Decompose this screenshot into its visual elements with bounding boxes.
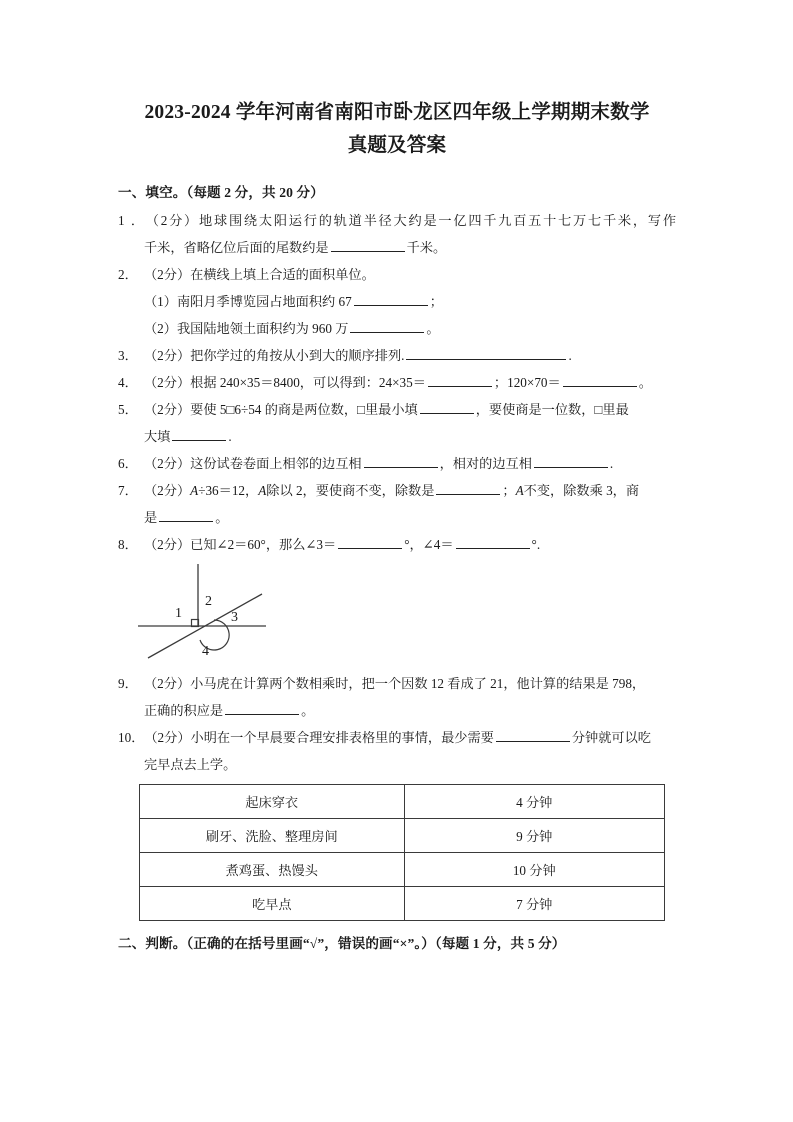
question-8-blank-2[interactable] (456, 535, 530, 549)
table-cell-time: 7 分钟 (404, 887, 665, 921)
angle-label-4: 4 (202, 644, 209, 659)
question-2-number: 2． (118, 267, 138, 282)
angle-label-2: 2 (205, 594, 212, 609)
question-7-variable-2: A (258, 483, 267, 498)
question-5 (118, 396, 676, 450)
angles-diagram (136, 560, 676, 666)
section-heading-fill-in: 一、填空。（每题 2 分，共 20 分） (118, 185, 324, 200)
question-4-tail: 。 (638, 375, 652, 390)
table-cell-task: 刷牙、洗脸、整理房间 (140, 819, 405, 853)
question-2-sub1-tail: ； (429, 294, 443, 309)
table-row (140, 785, 665, 819)
schedule-table-wrapper (139, 784, 676, 921)
question-6-score: （2分） (144, 456, 191, 471)
question-8 (118, 531, 676, 558)
angle-label-3: 3 (231, 610, 238, 625)
question-2-blank-2[interactable] (350, 319, 424, 333)
question-8-blank-1[interactable] (338, 535, 402, 549)
question-1 (118, 207, 676, 261)
question-9 (118, 670, 676, 724)
question-2-stem: 在横线上填上合适的面积单位。 (190, 267, 375, 282)
question-5-blank-1[interactable] (420, 400, 474, 414)
question-5-text-a: 要使 5□6÷54 的商是两位数，□里最小填 (190, 402, 418, 417)
question-6-tail: . (609, 456, 614, 471)
table-cell-task: 吃早点 (140, 887, 405, 921)
question-5-text-b: ，要使商是一位数，□里最 (475, 402, 629, 417)
question-4-text-a: 根据 240×35＝8400，可以得到：24×35＝ (190, 375, 426, 390)
table-cell-task: 煮鸡蛋、热馒头 (140, 853, 405, 887)
question-9-tail: 。 (301, 703, 315, 718)
table-cell-time: 4 分钟 (404, 785, 665, 819)
question-5-text-line2: 大填 (144, 429, 171, 444)
table-cell-time: 10 分钟 (404, 853, 665, 887)
table-cell-time: 9 分钟 (404, 819, 665, 853)
question-7-variable-1: A (190, 483, 199, 498)
question-10-blank-1[interactable] (496, 728, 570, 742)
question-5-blank-2[interactable] (172, 427, 226, 441)
question-6 (118, 450, 676, 477)
page-title-line-1: 2023-2024 学年河南省南阳市卧龙区四年级上学期期末数学 (144, 102, 650, 123)
question-7-text-a: ÷36＝12， (198, 483, 259, 498)
question-3-tail: . (568, 348, 572, 363)
question-10-number: 10． (118, 730, 145, 745)
question-2-sub2-tail: 。 (426, 321, 440, 336)
question-4-blank-2[interactable] (563, 373, 637, 387)
question-5-score: （2分） (144, 402, 191, 417)
question-8-score: （2分） (144, 537, 191, 552)
question-8-tail: . (536, 537, 541, 552)
question-10-score: （2分） (144, 730, 191, 745)
question-6-number: 6． (118, 456, 138, 471)
question-7-score: （2分） (144, 483, 191, 498)
question-6-text-a: 这份试卷卷面上相邻的边互相 (190, 456, 362, 471)
question-2-sub2-label: （2） (144, 321, 177, 336)
page-title-line-2: 真题及答案 (347, 135, 447, 156)
question-9-number: 9． (118, 676, 138, 691)
question-8-number: 8． (118, 537, 138, 552)
question-8-degree-1: ° (404, 537, 410, 552)
question-2-score: （2分） (144, 267, 191, 282)
question-8-text-a: 已知∠2＝60°，那么∠3＝ (190, 537, 337, 552)
angles-diagram-svg (136, 560, 276, 664)
question-3-score: （2分） (144, 348, 191, 363)
document-page (118, 0, 676, 958)
question-7-number: 7． (118, 483, 138, 498)
question-5-number: 5． (118, 402, 138, 417)
question-1-text-line2: 千米，省略亿位后面的尾数约是 (144, 240, 329, 255)
question-1-tail: 千米。 (406, 240, 447, 255)
question-7-text-b: 不变，除数乘 3，商 (523, 483, 640, 498)
question-7-sep: ； (502, 483, 516, 498)
schedule-table (139, 784, 665, 921)
question-8-degree-2: ° (531, 537, 537, 552)
question-3 (118, 342, 676, 369)
question-7-variable-3: A (515, 483, 524, 498)
page-title (118, 96, 676, 162)
table-row (140, 887, 665, 921)
question-10-text-b: 分钟就可以吃 (571, 730, 651, 745)
question-3-blank-1[interactable] (406, 346, 566, 360)
question-2-sub2-text: 我国陆地领土面积约为 960 万 (176, 321, 349, 336)
question-10-text-a: 小明在一个早晨要合理安排表格里的事情，最少需要 (190, 730, 494, 745)
question-7 (118, 477, 676, 531)
question-4-number: 4． (118, 375, 138, 390)
question-4 (118, 369, 676, 396)
section-heading-true-false: 二、判断。（正确的在括号里画“√”，错误的画“×”。）（每题 1 分，共 5 分） (118, 936, 566, 951)
question-6-blank-2[interactable] (534, 454, 608, 468)
question-3-stem: 把你学过的角按从小到大的顺序排列. (190, 348, 405, 363)
angle-label-1: 1 (175, 606, 182, 621)
question-10-text-line2: 完早点去上学。 (144, 757, 237, 772)
question-7-text-a2: 除以 2，要使商不变，除数是 (266, 483, 435, 498)
question-4-score: （2分） (144, 375, 191, 390)
question-2-blank-1[interactable] (354, 292, 428, 306)
question-7-blank-1[interactable] (436, 481, 500, 495)
question-6-text-b: ，相对的边互相 (439, 456, 532, 471)
question-7-tail: 。 (215, 510, 229, 525)
question-9-score: （2分） (144, 676, 191, 691)
question-7-text-line2: 是 (144, 510, 158, 525)
question-4-text-b: ；120×70＝ (493, 375, 561, 390)
table-row (140, 819, 665, 853)
question-2-sub1-text: 南阳月季博览园占地面积约 67 (176, 294, 352, 309)
question-10 (118, 724, 676, 778)
question-1-text-line1: 地球围绕太阳运行的轨道半径大约是一亿四千九百五十七万七千米，写作 (199, 213, 677, 228)
question-1-score: （2分） (144, 213, 200, 228)
question-8-text-b: ，∠4＝ (409, 537, 454, 552)
question-6-blank-1[interactable] (364, 454, 438, 468)
question-5-tail: . (228, 429, 232, 444)
question-9-text-line1: 小马虎在计算两个数相乘时，把一个因数 12 看成了 21，他计算的结果是 798， (190, 676, 646, 691)
question-2 (118, 261, 676, 342)
question-9-text-line2: 正确的积应是 (144, 703, 224, 718)
question-9-blank-1[interactable] (225, 701, 299, 715)
question-1-blank-1[interactable] (331, 238, 405, 252)
question-2-sub1-label: （1） (144, 294, 177, 309)
question-3-number: 3． (118, 348, 138, 363)
question-7-blank-2[interactable] (159, 508, 213, 522)
table-row (140, 853, 665, 887)
table-cell-task: 起床穿衣 (140, 785, 405, 819)
question-1-number: 1． (118, 213, 144, 228)
question-4-blank-1[interactable] (428, 373, 492, 387)
